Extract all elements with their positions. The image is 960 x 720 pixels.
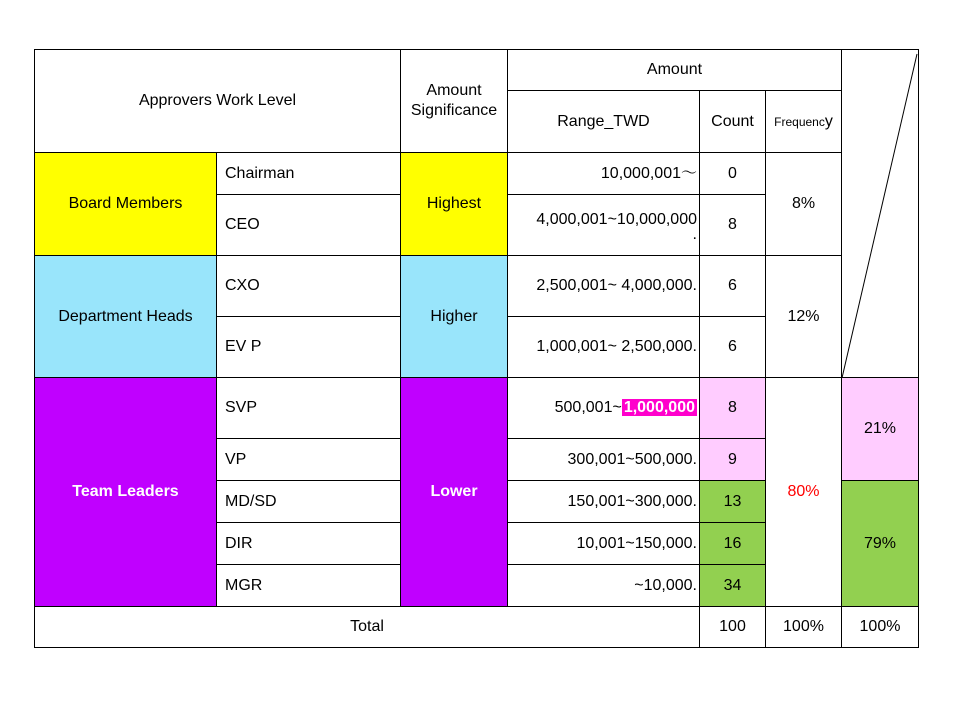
range-mdsd: 150,001~300,000. — [508, 481, 700, 523]
group-team-leaders: Team Leaders — [35, 378, 217, 607]
total-count: 100 — [700, 607, 766, 648]
level-dir: DIR — [217, 523, 401, 565]
count-dir: 16 — [700, 523, 766, 565]
frequency-team-leaders: 80% — [766, 378, 842, 607]
header-amount-significance: Amount Significance — [401, 50, 508, 153]
level-svp: SVP — [217, 378, 401, 439]
range-ceo-line2: . — [692, 226, 697, 243]
level-vp: VP — [217, 439, 401, 481]
range-vp: 300,001~500,000. — [508, 439, 700, 481]
header-approvers-work-level: Approvers Work Level — [35, 50, 401, 153]
count-evp: 6 — [700, 317, 766, 378]
range-cxo: 2,500,001~ 4,000,000. — [508, 256, 700, 317]
header-amount: Amount — [508, 50, 842, 91]
range-ceo — [508, 195, 700, 256]
range-svp-highlight: 1,000,000 — [623, 399, 695, 416]
count-cxo: 6 — [700, 256, 766, 317]
count-svp: 8 — [700, 378, 766, 439]
count-vp: 9 — [700, 439, 766, 481]
level-evp: EV P — [217, 317, 401, 378]
group-department-heads: Department Heads — [35, 256, 217, 378]
header-frequency — [766, 91, 842, 153]
total-label: Total — [35, 607, 700, 648]
total-frequency: 100% — [766, 607, 842, 648]
diagonal-line — [842, 50, 919, 378]
range-chairman: 10,000,001～ — [508, 153, 700, 195]
level-chairman: Chairman — [217, 153, 401, 195]
range-ceo-line1: 4,000,001~10,000,000 — [536, 211, 697, 228]
significance-lower: Lower — [401, 378, 508, 607]
range-mgr: ~10,000. — [508, 565, 700, 607]
group-board-members: Board Members — [35, 153, 217, 256]
count-chairman: 0 — [700, 153, 766, 195]
count-ceo: 8 — [700, 195, 766, 256]
level-cxo: CXO — [217, 256, 401, 317]
range-dir: 10,001~150,000. — [508, 523, 700, 565]
frequency-board-members: 8% — [766, 153, 842, 256]
frequency-department-heads: 12% — [766, 256, 842, 378]
significance-highest: Highest — [401, 153, 508, 256]
range-evp: 1,000,001~ 2,500,000. — [508, 317, 700, 378]
header-count: Count — [700, 91, 766, 153]
sub-frequency-top: 21% — [842, 378, 919, 481]
significance-higher: Higher — [401, 256, 508, 378]
header-frequency-prefix: Frequenc — [774, 114, 825, 129]
total-sub-frequency: 100% — [842, 607, 919, 648]
count-mgr: 34 — [700, 565, 766, 607]
approval-level-table — [34, 49, 919, 648]
level-mgr: MGR — [217, 565, 401, 607]
header-range-twd: Range_TWD — [508, 91, 700, 153]
range-svp — [508, 378, 700, 439]
range-svp-prefix: 500,001~ — [554, 399, 622, 416]
level-mdsd: MD/SD — [217, 481, 401, 523]
level-ceo: CEO — [217, 195, 401, 256]
sub-frequency-bottom: 79% — [842, 481, 919, 607]
count-mdsd: 13 — [700, 481, 766, 523]
diagonal-empty-cell — [842, 50, 919, 378]
header-frequency-suffix: y — [824, 112, 833, 130]
